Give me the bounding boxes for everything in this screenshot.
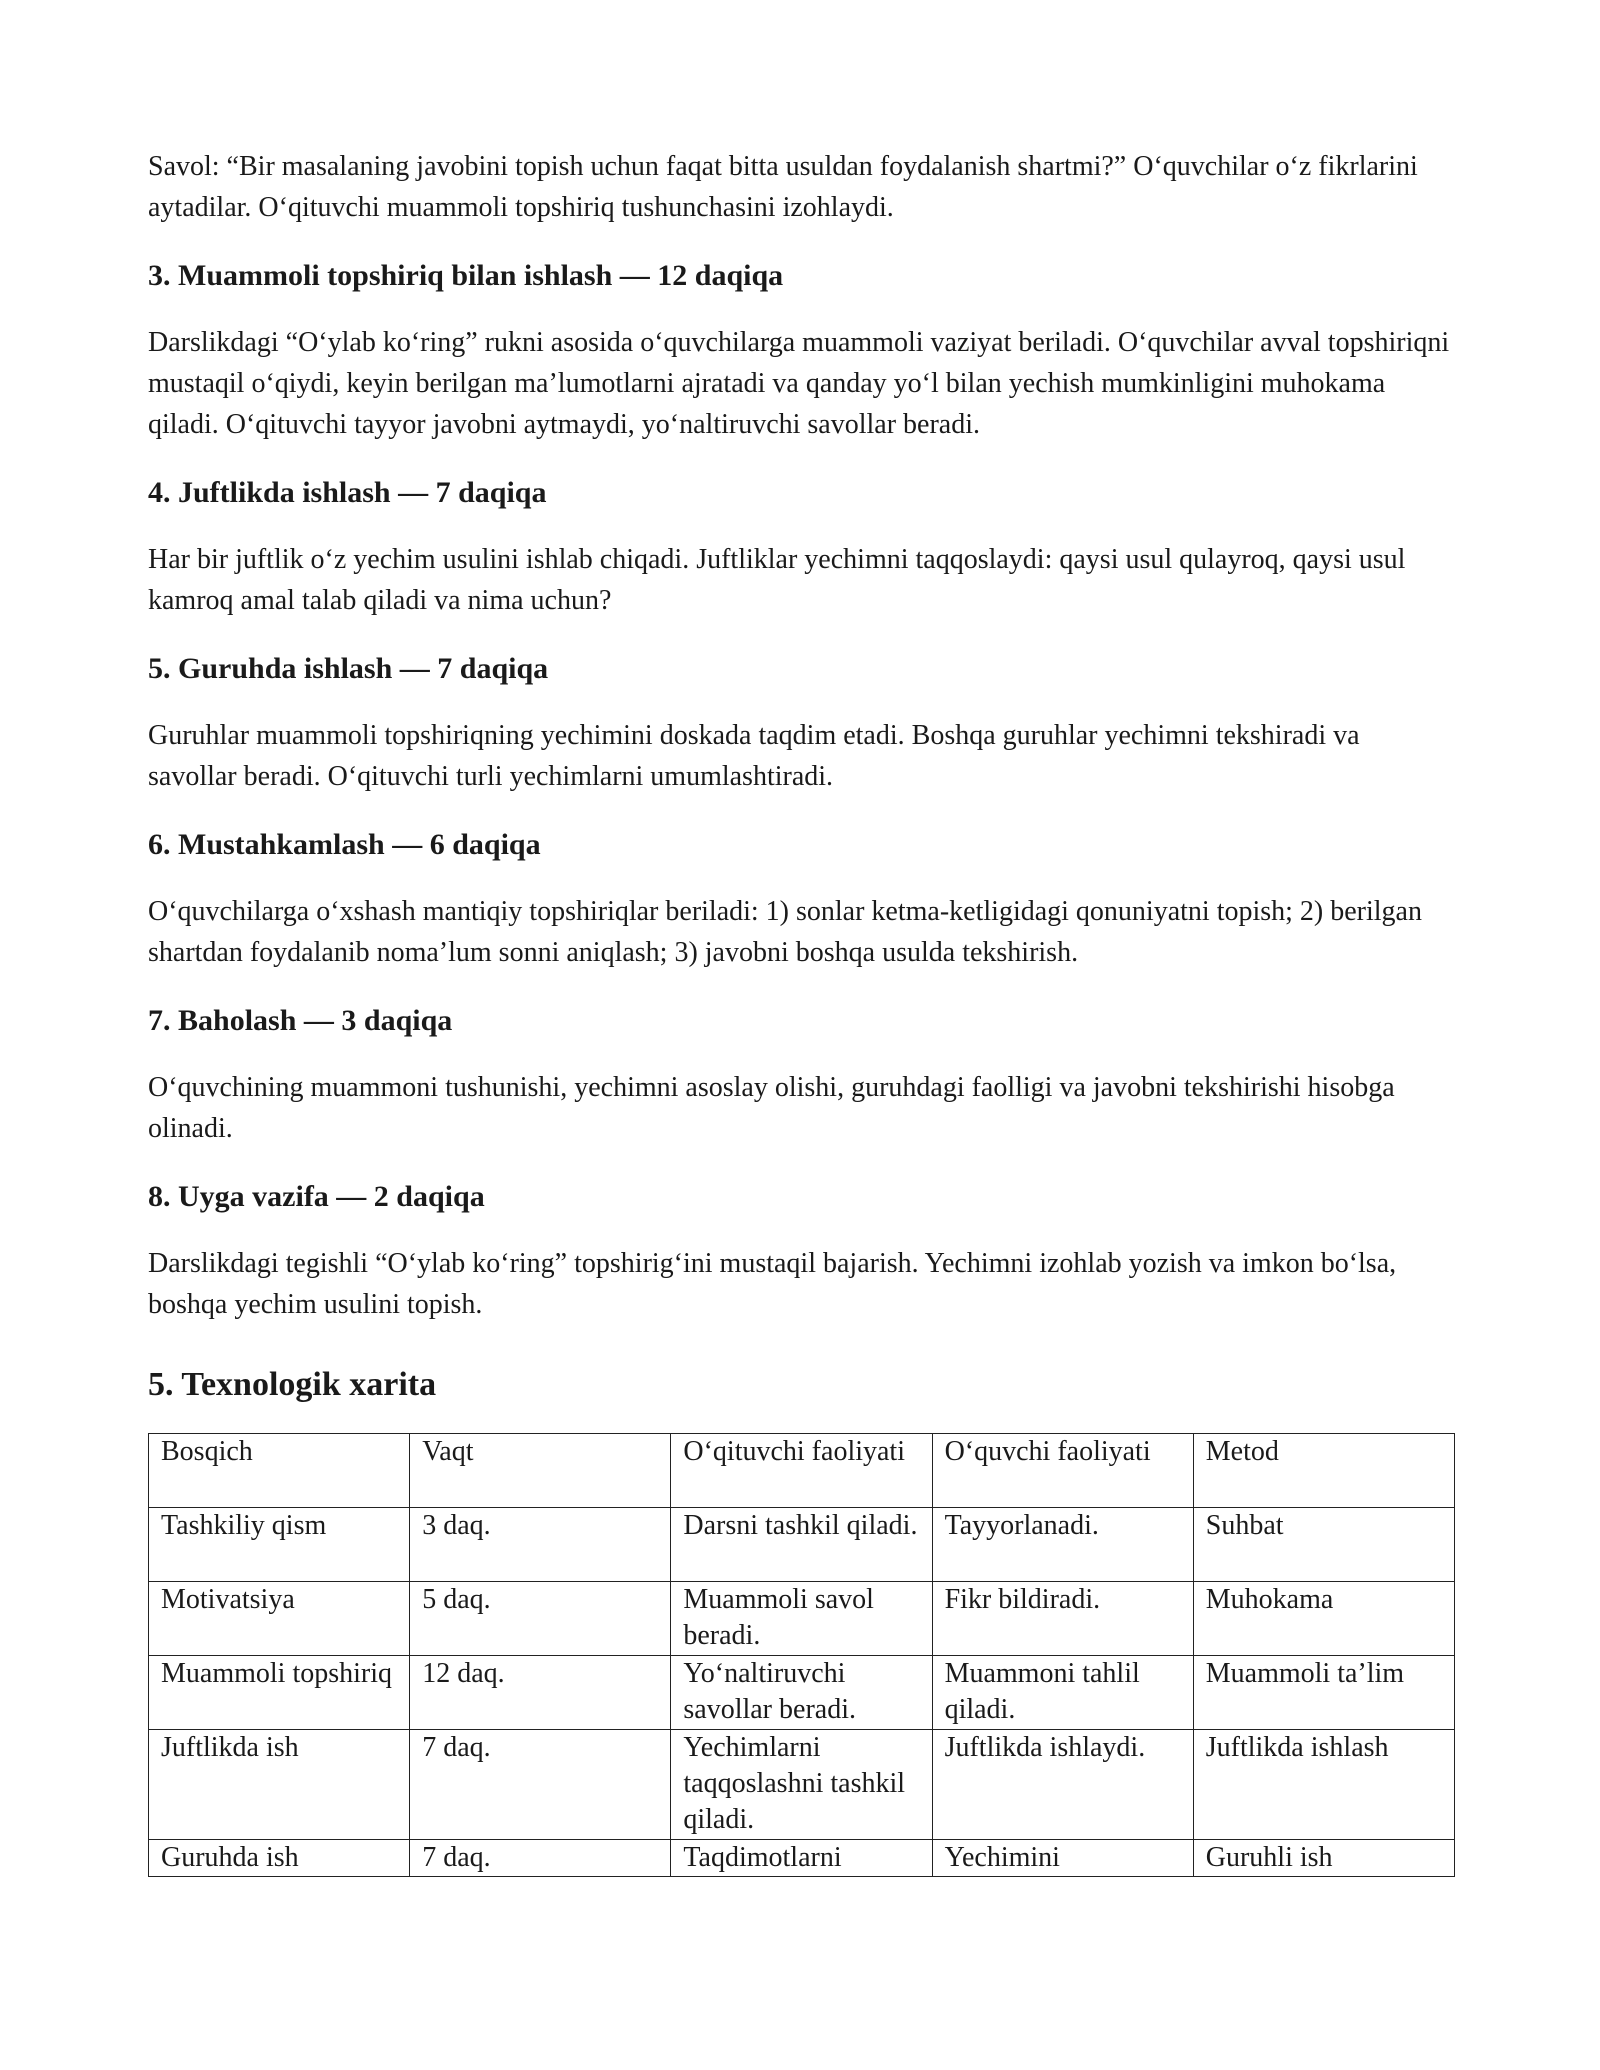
table-row: [149, 1656, 1455, 1730]
table-header-cell: Metod: [1193, 1434, 1454, 1508]
table-cell: Muammoli ta’lim: [1193, 1656, 1454, 1730]
table-cell: 3 daq.: [410, 1508, 671, 1582]
section-paragraph: Darslikdagi tegishli “O‘ylab ko‘ring” topshirig‘ini mustaqil bajarish. Yechimni izohlab yozish va imkon bo‘lsa, boshqa yechim usulini topish.: [148, 1248, 1397, 1320]
section-8: [148, 1177, 1454, 1325]
table-cell: Juftlikda ish: [149, 1730, 410, 1840]
table-cell: Tayyorlanadi.: [932, 1508, 1193, 1582]
section-3: [148, 256, 1454, 445]
table-header-cell: Vaqt: [410, 1434, 671, 1508]
table-row: [149, 1508, 1455, 1582]
table-cell: Taqdimotlarni: [671, 1840, 932, 1877]
tech-map-table: [148, 1433, 1455, 1877]
table-cell: Darsni tashkil qiladi.: [671, 1508, 932, 1582]
section-heading: 8. Uyga vazifa — 2 daqiqa: [148, 1180, 485, 1213]
table-cell: Yo‘naltiruvchi savollar beradi.: [671, 1656, 932, 1730]
tech-map-heading: 5. Texnologik xarita: [148, 1366, 437, 1403]
table-row: [149, 1730, 1455, 1840]
section-paragraph: O‘quvchining muammoni tushunishi, yechimni asoslay olishi, guruhdagi faolligi va javobni tekshirishi hisobga olinadi.: [148, 1072, 1395, 1144]
table-cell: Tashkiliy qism: [149, 1508, 410, 1582]
table-cell: Guruhda ish: [149, 1840, 410, 1877]
intro-paragraph: Savol: “Bir masalaning javobini topish uchun faqat bitta usuldan foydalanish shartmi?” O‘quvchilar o‘z fikrlarini aytadilar. O‘qituvchi muammoli topshiriq tushunchasini izohlaydi.: [148, 151, 1418, 223]
table-cell: Muammoli topshiriq: [149, 1656, 410, 1730]
section-paragraph: Har bir juftlik o‘z yechim usulini ishlab chiqadi. Juftliklar yechimni taqqoslaydi: qaysi usul qulayroq, qaysi usul kamroq amal talab qiladi va nima uchun?: [148, 544, 1406, 616]
table-cell: Suhbat: [1193, 1508, 1454, 1582]
section-paragraph: Guruhlar muammoli topshiriqning yechimini doskada taqdim etadi. Boshqa guruhlar yechimni tekshiradi va savollar beradi. O‘qituvchi turli yechimlarni umumlashtiradi.: [148, 720, 1360, 792]
section-5: [148, 649, 1454, 797]
table-cell: 5 daq.: [410, 1582, 671, 1656]
table-cell: 12 daq.: [410, 1656, 671, 1730]
table-cell: Muammoni tahlil qiladi.: [932, 1656, 1193, 1730]
section-heading: 3. Muammoli topshiriq bilan ishlash — 12 daqiqa: [148, 259, 784, 292]
table-header-cell: O‘quvchi faoliyati: [932, 1434, 1193, 1508]
table-cell: Guruhli ish: [1193, 1840, 1454, 1877]
table-header-cell: O‘qituvchi faoliyati: [671, 1434, 932, 1508]
table-header-row: [149, 1434, 1455, 1508]
table-row: [149, 1840, 1455, 1877]
table-row: [149, 1582, 1455, 1656]
table-cell: Fikr bildiradi.: [932, 1582, 1193, 1656]
table-cell: Motivatsiya: [149, 1582, 410, 1656]
section-4: [148, 473, 1454, 621]
section-heading: 5. Guruhda ishlash — 7 daqiqa: [148, 652, 549, 685]
table-cell: Yechimini: [932, 1840, 1193, 1877]
table-cell: Muammoli savol beradi.: [671, 1582, 932, 1656]
document-page: [148, 146, 1454, 1877]
section-heading: 6. Mustahkamlash — 6 daqiqa: [148, 828, 541, 861]
section-paragraph: O‘quvchilarga o‘xshash mantiqiy topshiriqlar beriladi: 1) sonlar ketma-ketligidagi qonuniyatni topish; 2) berilgan shartdan foydalanib noma’lum sonni aniqlash; 3) javobni boshqa usulda tekshirish.: [148, 896, 1422, 968]
table-cell: Muhokama: [1193, 1582, 1454, 1656]
table-cell: 7 daq.: [410, 1840, 671, 1877]
section-7: [148, 1001, 1454, 1149]
table-cell: Juftlikda ishlash: [1193, 1730, 1454, 1840]
section-heading: 7. Baholash — 3 daqiqa: [148, 1004, 453, 1037]
section-paragraph: Darslikdagi “O‘ylab ko‘ring” rukni asosida o‘quvchilarga muammoli vaziyat beriladi. O‘quvchilar avval topshiriqni mustaqil o‘qiydi, keyin berilgan ma’lumotlarni ajratadi va qanday yo‘l bilan yechish mumkinligini muhokama qiladi. O‘qituvchi tayyor javobni aytmaydi, yo‘naltiruvchi savollar beradi.: [148, 327, 1450, 440]
section-6: [148, 825, 1454, 973]
intro-block: [148, 146, 1454, 228]
section-heading: 4. Juftlikda ishlash — 7 daqiqa: [148, 476, 547, 509]
table-cell: Juftlikda ishlaydi.: [932, 1730, 1193, 1840]
table-cell: Yechimlarni taqqoslashni tashkil qiladi.: [671, 1730, 932, 1840]
table-cell: 7 daq.: [410, 1730, 671, 1840]
table-header-cell: Bosqich: [149, 1434, 410, 1508]
